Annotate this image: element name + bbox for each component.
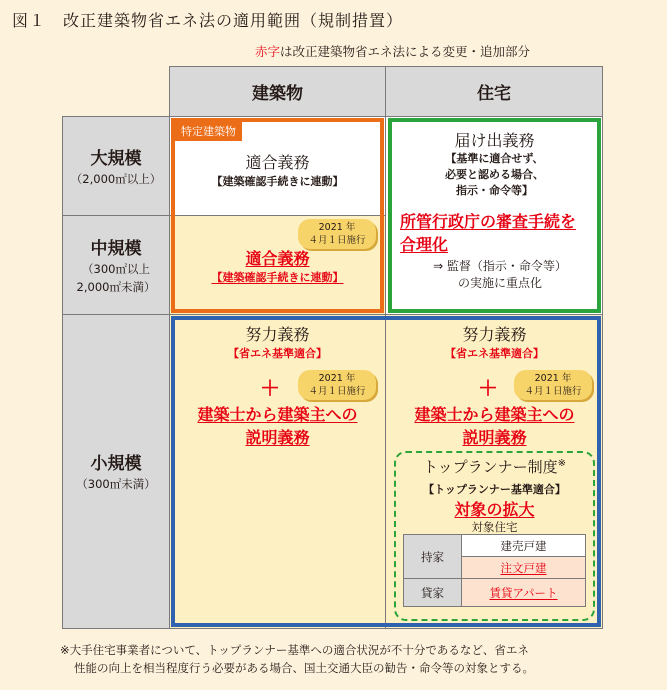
small-building-duty: 努力義務 (245, 325, 310, 344)
small-building-red-1: 建築士から建築主への (197, 405, 358, 424)
row-sub-medium-2: 2,000㎡未満） (76, 279, 156, 294)
small-building-date-badge (298, 370, 376, 400)
column-header-building: 建築物 (169, 66, 386, 117)
small-housing-red-1: 建築士から建築主への (414, 405, 575, 424)
small-housing-date-badge (514, 370, 592, 400)
row-sub-large: （2,000㎡以上） (70, 171, 162, 186)
housing-red-2: 合理化 (400, 235, 449, 254)
footnote (60, 642, 534, 678)
badge-year: 2021 年 (318, 373, 356, 384)
top-runner-star: ※ (557, 458, 566, 469)
cell-small-building (169, 314, 386, 629)
top-runner-note: 【トップランナー基準適合】 (423, 483, 566, 496)
housing-note-3: 指示・命令等】 (456, 184, 533, 197)
top-runner-title (394, 456, 595, 477)
small-housing-duty: 努力義務 (462, 325, 527, 344)
small-building-plus: ＋ (260, 376, 280, 400)
figure-title: 図１ 改正建築物省エネ法の適用範囲（規制措置） (12, 11, 404, 30)
row-sub-medium-1: （300㎡以上 (82, 262, 150, 277)
specific-building-tag: 特定建築物 (175, 121, 242, 141)
row-owned: 持家 (404, 535, 462, 579)
small-housing-plus: ＋ (478, 376, 498, 400)
housing-note-1: 【基準に適合せず、 (445, 152, 544, 165)
small-housing-note: 【省エネ基準適合】 (445, 347, 544, 360)
row-rented: 貸家 (404, 579, 462, 607)
small-building-note: 【省エネ基準適合】 (228, 347, 327, 360)
row-label-medium: 中規模 (90, 239, 142, 260)
row-header-medium (62, 215, 170, 315)
rental-apartment: 賃貸アパート (462, 579, 586, 607)
row-label-large: 大規模 (90, 148, 142, 169)
housing-sub-1: ⇒ 監督（指示・命令等） (433, 259, 567, 273)
housing-red-1: 所管行政庁の審査手続を (400, 212, 577, 231)
legend-text: は改正建築物省エネ法による変更・追加部分 (280, 44, 531, 59)
custom-built-house: 注文戸建 (462, 557, 586, 579)
row-label-small: 小規模 (90, 454, 142, 475)
badge-date: ４月１日施行 (524, 386, 582, 397)
ready-built-house: 建売戸建 (462, 535, 586, 557)
target-housing-table (403, 534, 586, 607)
large-building-duty: 適合義務 (245, 153, 310, 172)
badge-year: 2021 年 (534, 373, 572, 384)
legend (255, 42, 530, 60)
medium-building-date-badge (298, 219, 376, 249)
top-runner-label: トップランナー制度 (423, 458, 558, 476)
badge-date: ４月１日施行 (308, 386, 366, 397)
row-sub-small: （300㎡未満） (76, 477, 156, 492)
column-header-housing: 住宅 (385, 66, 603, 117)
top-runner-expand: 対象の拡大 (454, 500, 535, 519)
housing-note-2: 必要と認める場合、 (445, 168, 544, 181)
badge-year: 2021 年 (318, 222, 356, 233)
badge-date: ４月１日施行 (308, 235, 366, 246)
footnote-line-1: ※大手住宅事業者について、トップランナー基準への適合状況が不十分であるなど、省エネ (60, 643, 529, 657)
footnote-line-2: 性能の向上を相当程度行う必要がある場合、国土交通大臣の勧告・命令等の対象とする。 (74, 660, 534, 675)
row-header-small (62, 314, 170, 629)
legend-red-word: 赤字 (255, 44, 281, 59)
small-building-red-2: 説明義務 (245, 428, 310, 447)
medium-building-note: 【建築確認手続きに連動】 (211, 271, 344, 284)
row-header-large (62, 116, 170, 216)
large-building-note: 【建築確認手続きに連動】 (211, 175, 344, 188)
housing-notify-duty: 届け出義務 (454, 131, 535, 150)
small-housing-red-2: 説明義務 (462, 428, 527, 447)
housing-sub-2: の実施に重点化 (457, 276, 542, 290)
target-housing-header: 対象住宅 (471, 520, 518, 534)
medium-building-duty: 適合義務 (245, 249, 310, 268)
